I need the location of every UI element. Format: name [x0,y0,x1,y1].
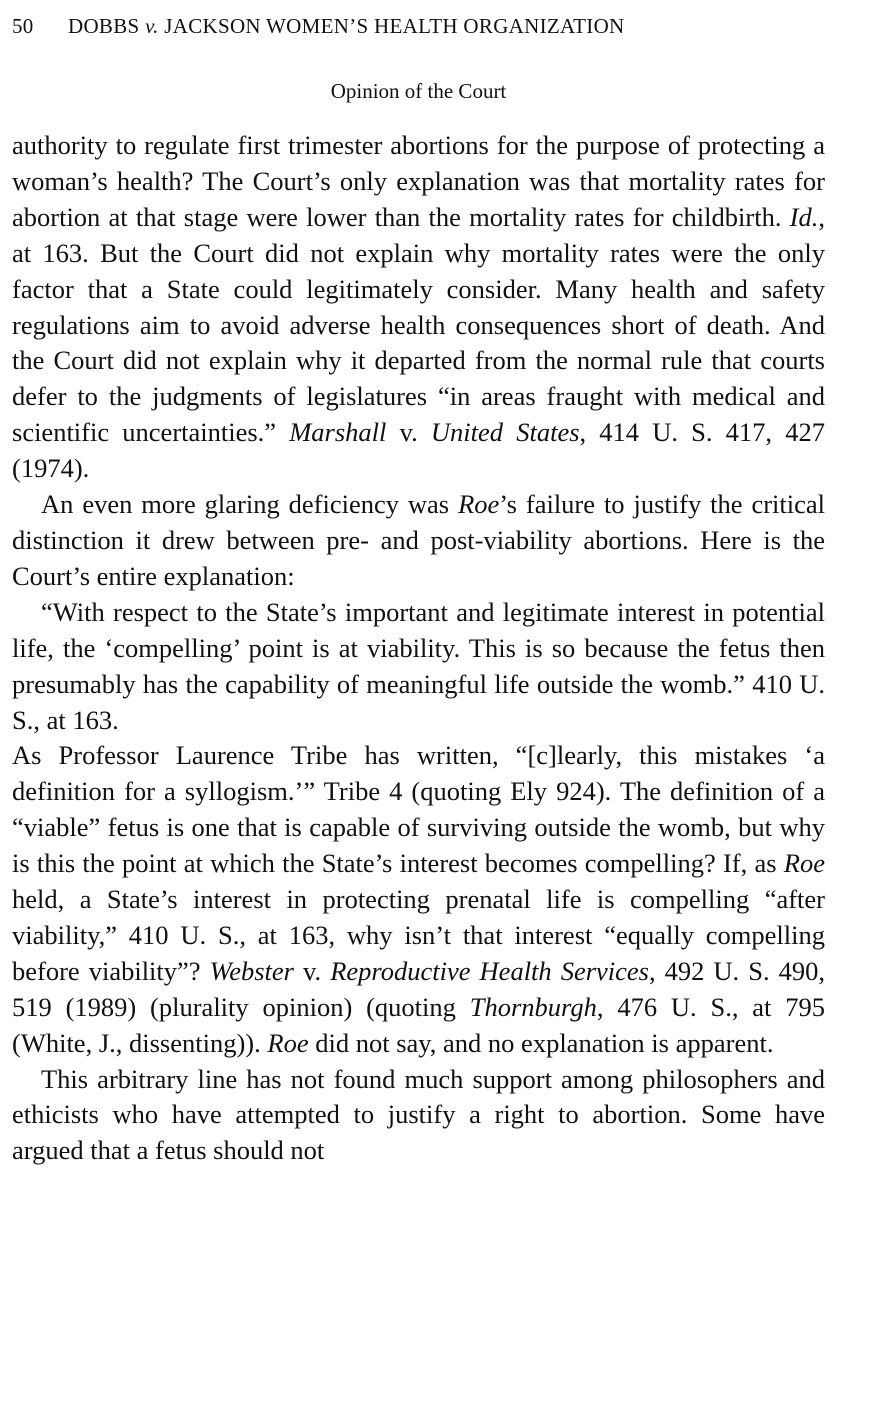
block-quote: “With respect to the State’s important and legitimate interest in potential life, the ‘compelling’ point is at viability. This is so because the fetus then presumably has the capability of meaningful life outside the womb.” 410 U. S., at 163. [12,596,825,735]
paragraph-authority: authority to regulate first trimester abortions for the purpose of protecting a woman’s health? The Court’s only explanation was that mortality rates for abortion at that stage were lower than the mortality rates for childbirth. Id., at 163. But the Court did not explain why mortality rates were the only factor that a State could legitimately consider. Many health and safety regulations aim to avoid adverse health consequences short of death. And the Court did not explain why it departed from the normal rule that courts defer to the judgments of legislatures “in areas fraught with medical and scientific uncertainties.” Marshall v. United States, 414 U. S. 417, 427 (1974). [12,130,825,484]
paragraph-tribe: As Professor Laurence Tribe has written, “[c]learly, this mistakes ‘a definition for a syllogism.’” Tribe 4 (quoting Ely 924). The definition of a “viable” fetus is one that is capable of surviving outside the womb, but why is this the point at which the State’s interest becomes compelling? If, as Roe held, a State’s interest in protecting prenatal life is compelling “after viability,” 410 U. S., at 163, why isn’t that interest “equally compelling before viability”? Webster v. Reproductive Health Services, 492 U. S. 490, 519 (1989) (plurality opinion) (quoting Thornburgh, 476 U. S., at 795 (White, J., dissenting)). Roe did not say, and no explanation is apparent. [12,740,825,1058]
case-title: DOBBS v. JACKSON WOMEN’S HEALTH ORGANIZATION [68,14,625,38]
running-head [12,12,825,40]
opinion-page [12,0,825,1421]
opinion-body [12,128,825,1169]
page-number: 50 [12,14,34,38]
paragraph-arbitrary-line: This arbitrary line has not found much support among philosophers and ethicists who have attempted to justify a right to abortion. Some have argued that a fetus should not [12,1063,825,1166]
opinion-label: Opinion of the Court [330,79,507,103]
paragraph-glaring-deficiency: An even more glaring deficiency was Roe’s failure to justify the critical distinction it drew between pre- and post-viability abortions. Here is the Court’s entire explanation: [12,489,826,591]
